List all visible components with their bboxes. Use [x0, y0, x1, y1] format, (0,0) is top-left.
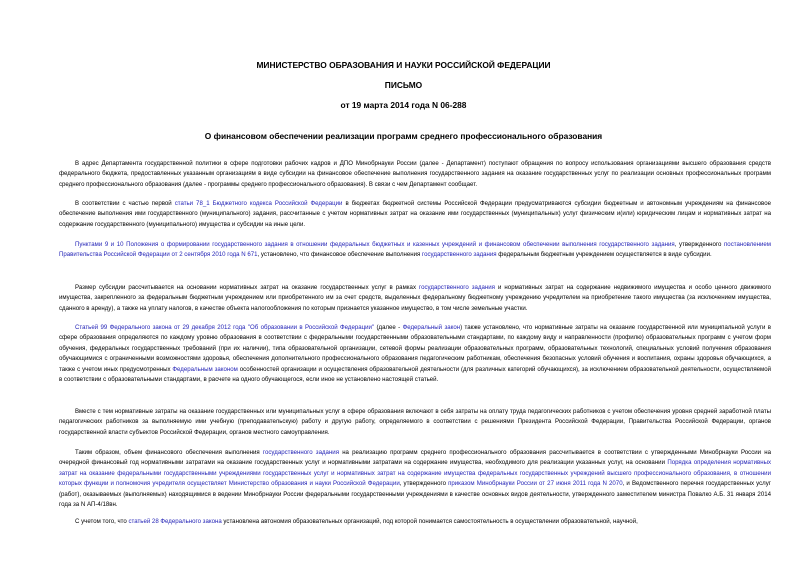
paragraph-3-text-2: , установлено, что финансовое обеспечение выполнения: [257, 251, 423, 259]
paragraph-3: [59, 240, 771, 261]
paragraph-4-text-1: Размер субсидии рассчитывается на основании нормативных затрат на оказание государственных услуг в рамках: [75, 284, 420, 291]
paragraph-7-text-2: на реализацию программ среднего профессионального образования рассчитывается в соответствии с утвержденными Минобрнауки России на очередной финансовый год нормативными затратами на оказание государственных услуг и нормативными затратами на содержание имущества, необходимого для реализации указанных услуг, на основании: [59, 449, 772, 467]
link-state-assignment-3[interactable]: государственного задания: [262, 449, 339, 456]
link-state-assignment-2[interactable]: государственного задания: [419, 284, 495, 291]
paragraph-7-text-3: , утвержденного: [399, 480, 449, 488]
paragraph-8: [59, 517, 771, 527]
link-federal-law-2[interactable]: Федеральным законом: [172, 365, 238, 373]
paragraph-7: [59, 448, 771, 510]
paragraph-2-text-1: В соответствии с частью первой: [75, 200, 175, 207]
paragraph-2-text-2: в бюджетах бюджетной системы Российской Федерации предусматриваются субсидии бюджетным и автономным учреждениям на финансовое обеспечение выполнения ими государственного (муниципального) задания, рассчитанные с учетом нормативных затрат на оказание ими государственных (муниципальных) услуг физическим и(или) юридическим лицам и нормативных затрат на содержание государственного (муниципального) имущества и субсидии на иные цели.: [59, 200, 771, 228]
paragraph-4-text-2: и нормативных затрат на содержание недвижимого имущества и особо ценного движимого имущества, закрепленного за федеральным бюджетным учреждением или приобретенного им за счет средств, выделенных федеральному бюджетному учреждению учредителем на приобретение такого имущества (за исключением имущества, сданного в аренду), а также на уплату налогов, в качестве объекта налогообложения по которым признается указанное имущество, в том числе земельные участки.: [59, 284, 771, 312]
paragraph-5: [59, 323, 771, 385]
document-type: ПИСЬМО: [384, 80, 423, 90]
link-state-assignment[interactable]: государственного задания: [422, 251, 497, 259]
ministry-title: МИНИСТЕРСТВО ОБРАЗОВАНИЯ И НАУКИ РОССИЙСКОЙ ФЕДЕРАЦИИ: [256, 60, 551, 70]
link-government-decree-671[interactable]: постановлением Правительства Российской Федерации от 2 сентября 2010 года N 671: [59, 241, 771, 259]
link-regulation-items-9-10[interactable]: Пунктами 9 и 10 Положения о формировании государственного задания в отношении федеральных бюджетных и казенных учреждений и финансовом обеспечении выполнения государственного задания: [75, 241, 675, 248]
paragraph-6: [59, 407, 771, 438]
document-subject: О финансовом обеспечении реализации программ среднего профессионального образования: [204, 131, 603, 141]
link-normative-costs-procedure[interactable]: Порядка определения нормативных затрат на оказание федеральными государственными учреждениями государственных услуг и нормативных затрат на содержание имущества федеральных государственных учреждений высшего профессионального образования, в отношении которых функции и полномочия учредителя осуществляет Министерство образования и науки Российской Федерации: [59, 459, 772, 488]
paragraph-5-text-3: особенностей организации и осуществления образовательной деятельности (для различных категорий обучающихся), за исключением образовательной деятельности, осуществляемой в соответствии с образовательными стандартами, в расчете на одного обучающегося, если иное не установлено настоящей статьей.: [59, 365, 772, 384]
link-federal-law-article-99[interactable]: Статьей 99 Федерального закона от 29 декабря 2012 года "Об образовании в Российской Федерации": [75, 324, 375, 331]
paragraph-5-text-2: ) также установлено, что нормативные затраты на оказание государственной или муниципальной услуги в сфере образования определяются по каждому уровню образования в соответствии с федеральными государственными образовательными стандартами, по каждому виду и направленности (профилю) образовательных программ с учетом форм обучения, федеральных государственных требований (при их наличии), типа образовательной организации, сетевой формы реализации образовательных программ, образовательных технологий, специальных условий получения образования обучающимися с ограниченными возможностями здоровья, обеспечения дополнительного профессионального образования педагогическим работникам, обеспечения безопасных условий обучения и воспитания, охраны здоровья обучающихся, а также с учетом иных предусмотренных: [59, 324, 771, 373]
link-federal-law[interactable]: Федеральный закон: [402, 324, 461, 331]
paragraph-8-text-2: установлена автономия образовательных организаций, под которой понимается самостоятельность в осуществлении образовательной, научной,: [221, 518, 638, 525]
paragraph-3-text-1: , утвержденного: [674, 241, 724, 248]
paragraph-8-text-1: С учетом того, что: [75, 518, 129, 525]
paragraph-2: [59, 199, 771, 230]
link-order-2070[interactable]: приказом Минобрнауки России от 27 июня 2011 года N 2070: [448, 480, 623, 488]
paragraph-1-text: В адрес Департамента государственной политики в сфере подготовки рабочих кадров и ДПО Минобрнауки России (далее - Департамент) поступают обращения по вопросу использования организациями высшего образования средств федерального бюджета, предоставленных указанным организациям в виде субсидии на финансовое обеспечение выполнения государственного задания на оказание государственных услуг по реализации основных профессиональных программ среднего профессионального образования (далее - программы среднего профессионального образования). В связи с чем Департамент сообщает.: [59, 160, 771, 188]
paragraph-3-text-3: федеральным бюджетным учреждением осуществляется в виде субсидии.: [496, 251, 712, 259]
paragraph-1: [59, 159, 771, 190]
paragraph-6-text: Вместе с тем нормативные затраты на оказание государственных или муниципальных услуг в сфере образования включают в себя затраты на оплату труда педагогических работников с учетом обеспечения уровня средней заработной платы педагогических работников за выполняемую ими учебную (преподавательскую) работу и другую работу, определяемого в соответствии с решениями Президента Российской Федерации, Правительства Российской Федерации, органов государственной власти субъектов Российской Федерации, органов местного самоуправления.: [59, 408, 771, 436]
link-budget-code-article-78-1[interactable]: статьи 78_1 Бюджетного кодекса Российской Федерации: [174, 200, 343, 207]
document-date-number: от 19 марта 2014 года N 06-288: [340, 100, 467, 110]
paragraph-7-text-4: , и Ведомственного перечня государственных услуг (работ), оказываемых (выполняемых) находящимися в ведении Минобрнауки России федеральными государственными учреждениями в качестве основных видов деятельности, утвержденного заместителем министра Повалко А.Б. 31 января 2014 года за N АП-4/18вн.: [59, 480, 771, 509]
paragraph-5-text-1: (далее -: [374, 324, 403, 331]
link-federal-law-article-28[interactable]: статьей 28 Федерального закона: [128, 518, 222, 525]
paragraph-4: [59, 283, 771, 314]
paragraph-7-text-1: Таким образом, объем финансового обеспечения выполнения: [75, 449, 263, 456]
